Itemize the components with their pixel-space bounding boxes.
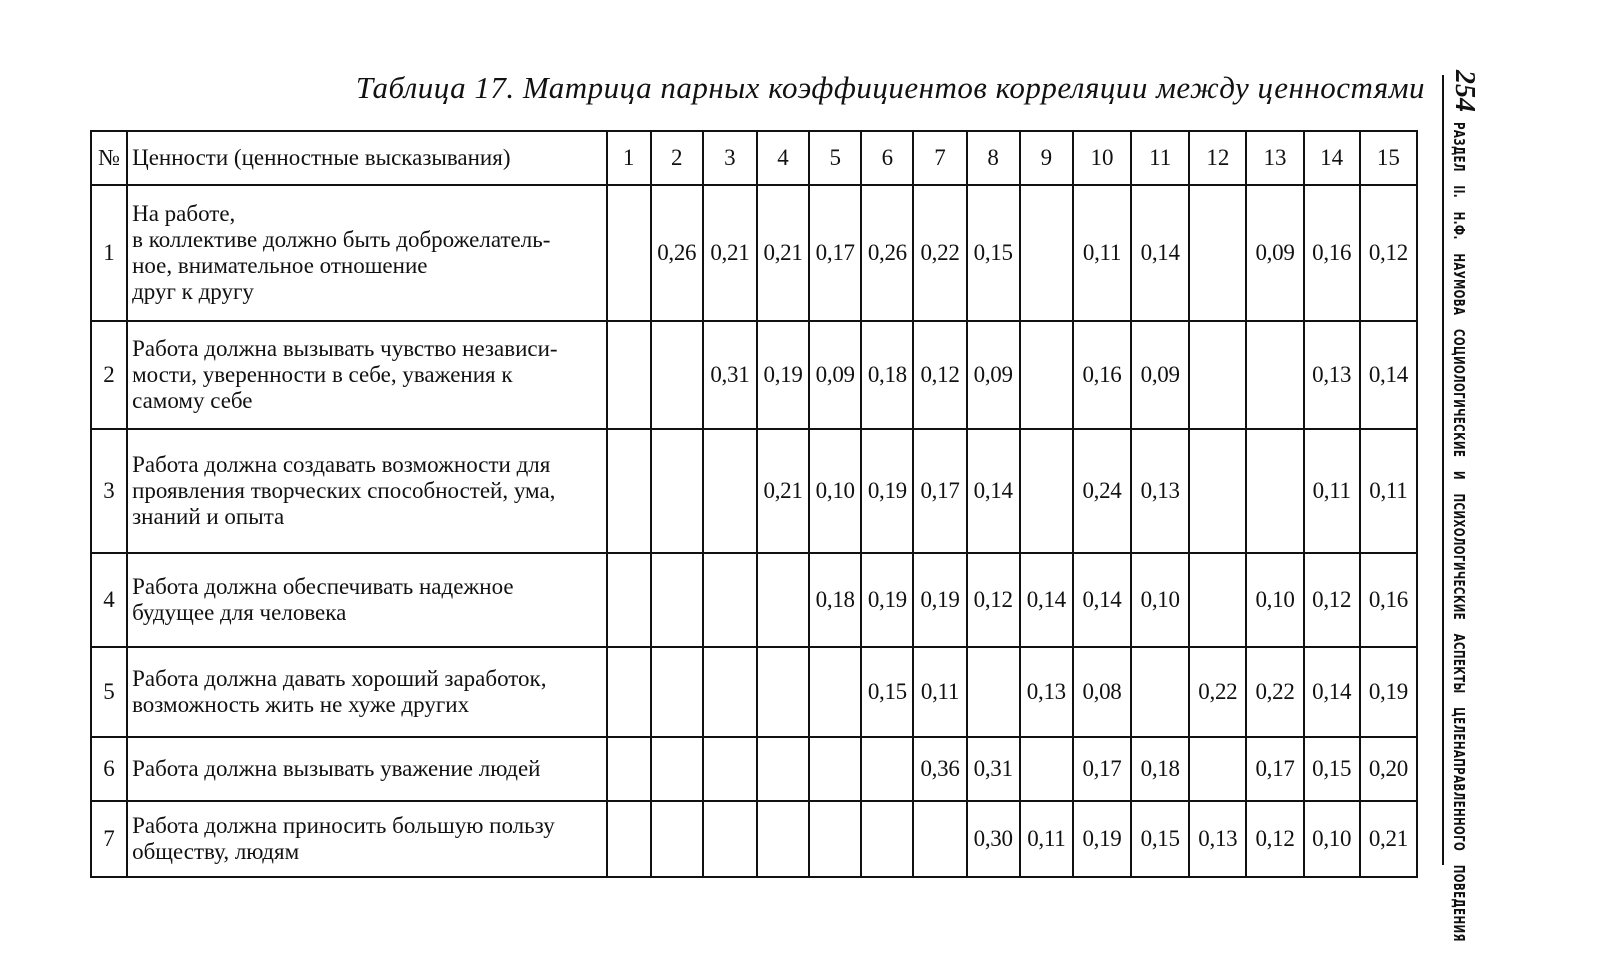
correlation-cell [607, 429, 651, 553]
correlation-cell: 0,10 [1131, 553, 1189, 647]
correlation-cell [651, 801, 703, 877]
correlation-cell: 0,09 [967, 321, 1020, 429]
correlation-cell: 0,22 [1189, 647, 1246, 737]
correlation-cell: 0,10 [1304, 801, 1360, 877]
statement-line: ное, внимательное отношение [132, 253, 428, 278]
correlation-cell: 0,19 [1073, 801, 1131, 877]
correlation-cell [1246, 321, 1303, 429]
correlation-cell [703, 553, 757, 647]
header-col: 11 [1131, 131, 1189, 185]
header-row [91, 131, 1417, 185]
correlation-matrix-table [90, 130, 1418, 878]
statement-line: На работе, [132, 201, 236, 226]
statement-line: Работа должна обеспечивать надежное [132, 574, 514, 599]
correlation-cell [1020, 429, 1073, 553]
correlation-cell: 0,30 [967, 801, 1020, 877]
correlation-cell [967, 647, 1020, 737]
statement-line: друг к другу [132, 279, 254, 304]
correlation-cell [861, 737, 913, 801]
header-col: 9 [1020, 131, 1073, 185]
correlation-cell [1189, 321, 1246, 429]
correlation-cell [607, 321, 651, 429]
correlation-cell [703, 801, 757, 877]
correlation-cell: 0,21 [703, 185, 757, 321]
correlation-cell: 0,12 [1360, 185, 1417, 321]
correlation-cell: 0,24 [1073, 429, 1131, 553]
correlation-cell: 0,15 [1304, 737, 1360, 801]
correlation-cell [861, 801, 913, 877]
header-col: 7 [913, 131, 966, 185]
correlation-cell: 0,12 [967, 553, 1020, 647]
table-caption: Таблица 17. Матрица парных коэффициентов корреляции между ценностями [355, 70, 1425, 105]
correlation-cell: 0,26 [861, 185, 913, 321]
statement-line: обществу, людям [132, 839, 300, 864]
correlation-cell: 0,14 [1020, 553, 1073, 647]
header-col: 13 [1246, 131, 1303, 185]
correlation-cell: 0,18 [809, 553, 861, 647]
correlation-cell [607, 553, 651, 647]
statement-line: возможность жить не хуже других [132, 692, 470, 717]
correlation-cell [809, 737, 861, 801]
correlation-cell [1131, 647, 1189, 737]
statement-line: самому себе [132, 388, 253, 413]
statement-line: проявления творческих способностей, ума, [132, 478, 556, 503]
table-row [91, 737, 1417, 801]
matrix-body [91, 185, 1417, 877]
correlation-cell: 0,19 [861, 553, 913, 647]
value-statement [127, 553, 606, 647]
correlation-cell: 0,10 [809, 429, 861, 553]
correlation-cell [651, 737, 703, 801]
correlation-cell: 0,09 [1246, 185, 1303, 321]
correlation-cell: 0,15 [861, 647, 913, 737]
correlation-cell: 0,22 [913, 185, 966, 321]
correlation-cell [1246, 429, 1303, 553]
value-statement [127, 647, 606, 737]
correlation-cell: 0,20 [1360, 737, 1417, 801]
correlation-cell: 0,11 [1073, 185, 1131, 321]
header-col: 8 [967, 131, 1020, 185]
running-head-text: РАЗДЕЛ II. Н.Ф. НАУМОВА СОЦИОЛОГИЧЕСКИЕ И ПСИХОЛОГИЧЕСКИЕ АСПЕКТЫ ЦЕЛЕНАПРАВЛЕННОГО ПОВЕДЕНИЯ [1450, 122, 1468, 942]
correlation-cell: 0,17 [1246, 737, 1303, 801]
correlation-cell: 0,12 [1246, 801, 1303, 877]
correlation-cell [703, 647, 757, 737]
correlation-cell: 0,17 [1073, 737, 1131, 801]
correlation-cell [1020, 321, 1073, 429]
row-number: 2 [91, 321, 127, 429]
correlation-cell: 0,11 [1304, 429, 1360, 553]
correlation-cell [1020, 185, 1073, 321]
value-statement [127, 185, 606, 321]
header-col: 6 [861, 131, 913, 185]
correlation-cell: 0,13 [1304, 321, 1360, 429]
correlation-cell [1020, 737, 1073, 801]
statement-line: будущее для человека [132, 600, 347, 625]
correlation-cell: 0,11 [1360, 429, 1417, 553]
correlation-cell [1189, 553, 1246, 647]
correlation-cell [651, 553, 703, 647]
table-row [91, 553, 1417, 647]
header-number: № [91, 131, 127, 185]
header-col: 5 [809, 131, 861, 185]
statement-line: в коллективе должно быть доброжелатель- [132, 227, 551, 252]
page-number: 254 [1449, 70, 1480, 112]
correlation-cell: 0,11 [1020, 801, 1073, 877]
correlation-cell: 0,18 [861, 321, 913, 429]
correlation-cell [607, 647, 651, 737]
header-col: 4 [757, 131, 809, 185]
header-col: 2 [651, 131, 703, 185]
correlation-cell [703, 429, 757, 553]
correlation-cell: 0,08 [1073, 647, 1131, 737]
correlation-cell [1189, 429, 1246, 553]
statement-line: Работа должна вызывать уважение людей [132, 756, 541, 781]
correlation-cell: 0,19 [861, 429, 913, 553]
correlation-cell: 0,17 [913, 429, 966, 553]
correlation-cell: 0,09 [809, 321, 861, 429]
correlation-cell [607, 801, 651, 877]
correlation-cell: 0,31 [703, 321, 757, 429]
correlation-cell: 0,12 [913, 321, 966, 429]
correlation-cell [651, 647, 703, 737]
statement-line: Работа должна создавать возможности для [132, 452, 551, 477]
correlation-cell [651, 321, 703, 429]
correlation-cell [1189, 737, 1246, 801]
header-col: 3 [703, 131, 757, 185]
correlation-cell [757, 801, 809, 877]
value-statement [127, 321, 606, 429]
value-statement [127, 429, 606, 553]
row-number: 6 [91, 737, 127, 801]
row-number: 3 [91, 429, 127, 553]
header-col: 14 [1304, 131, 1360, 185]
table-row [91, 429, 1417, 553]
correlation-cell: 0,14 [1131, 185, 1189, 321]
correlation-cell: 0,15 [1131, 801, 1189, 877]
correlation-cell [607, 737, 651, 801]
row-number: 4 [91, 553, 127, 647]
table-row [91, 647, 1417, 737]
correlation-cell: 0,13 [1131, 429, 1189, 553]
correlation-cell: 0,14 [967, 429, 1020, 553]
correlation-cell [809, 647, 861, 737]
correlation-cell: 0,19 [913, 553, 966, 647]
side-rule [1442, 75, 1444, 865]
correlation-cell [703, 737, 757, 801]
correlation-cell: 0,21 [757, 185, 809, 321]
correlation-cell: 0,14 [1073, 553, 1131, 647]
correlation-cell: 0,11 [913, 647, 966, 737]
correlation-cell [757, 737, 809, 801]
row-number: 1 [91, 185, 127, 321]
header-col: 1 [607, 131, 651, 185]
table-row [91, 185, 1417, 321]
correlation-cell: 0,19 [1360, 647, 1417, 737]
correlation-cell [913, 801, 966, 877]
correlation-cell: 0,16 [1073, 321, 1131, 429]
statement-line: Работа должна приносить большую пользу [132, 813, 555, 838]
row-number: 7 [91, 801, 127, 877]
table-row [91, 801, 1417, 877]
running-head [1448, 70, 1488, 942]
correlation-cell: 0,13 [1020, 647, 1073, 737]
correlation-cell [809, 801, 861, 877]
header-col: 15 [1360, 131, 1417, 185]
correlation-cell [651, 429, 703, 553]
correlation-cell: 0,15 [967, 185, 1020, 321]
correlation-cell [757, 647, 809, 737]
correlation-cell: 0,17 [809, 185, 861, 321]
header-col: 12 [1189, 131, 1246, 185]
correlation-cell: 0,14 [1360, 321, 1417, 429]
value-statement [127, 737, 606, 801]
correlation-cell: 0,22 [1246, 647, 1303, 737]
row-number: 5 [91, 647, 127, 737]
correlation-cell: 0,19 [757, 321, 809, 429]
correlation-cell: 0,09 [1131, 321, 1189, 429]
correlation-cell: 0,13 [1189, 801, 1246, 877]
header-values: Ценности (ценностные высказывания) [127, 131, 606, 185]
correlation-cell: 0,21 [757, 429, 809, 553]
statement-line: Работа должна давать хороший заработок, [132, 666, 547, 691]
correlation-cell: 0,12 [1304, 553, 1360, 647]
correlation-cell: 0,18 [1131, 737, 1189, 801]
correlation-cell: 0,16 [1360, 553, 1417, 647]
correlation-cell: 0,26 [651, 185, 703, 321]
correlation-cell: 0,36 [913, 737, 966, 801]
value-statement [127, 801, 606, 877]
correlation-cell: 0,10 [1246, 553, 1303, 647]
correlation-cell: 0,31 [967, 737, 1020, 801]
correlation-cell [1189, 185, 1246, 321]
statement-line: мости, уверенности в себе, уважения к [132, 362, 513, 387]
header-col: 10 [1073, 131, 1131, 185]
statement-line: Работа должна вызывать чувство независи- [132, 336, 558, 361]
statement-line: знаний и опыта [132, 504, 285, 529]
correlation-cell: 0,14 [1304, 647, 1360, 737]
correlation-cell: 0,16 [1304, 185, 1360, 321]
table-row [91, 321, 1417, 429]
correlation-cell: 0,21 [1360, 801, 1417, 877]
correlation-cell [607, 185, 651, 321]
correlation-cell [757, 553, 809, 647]
